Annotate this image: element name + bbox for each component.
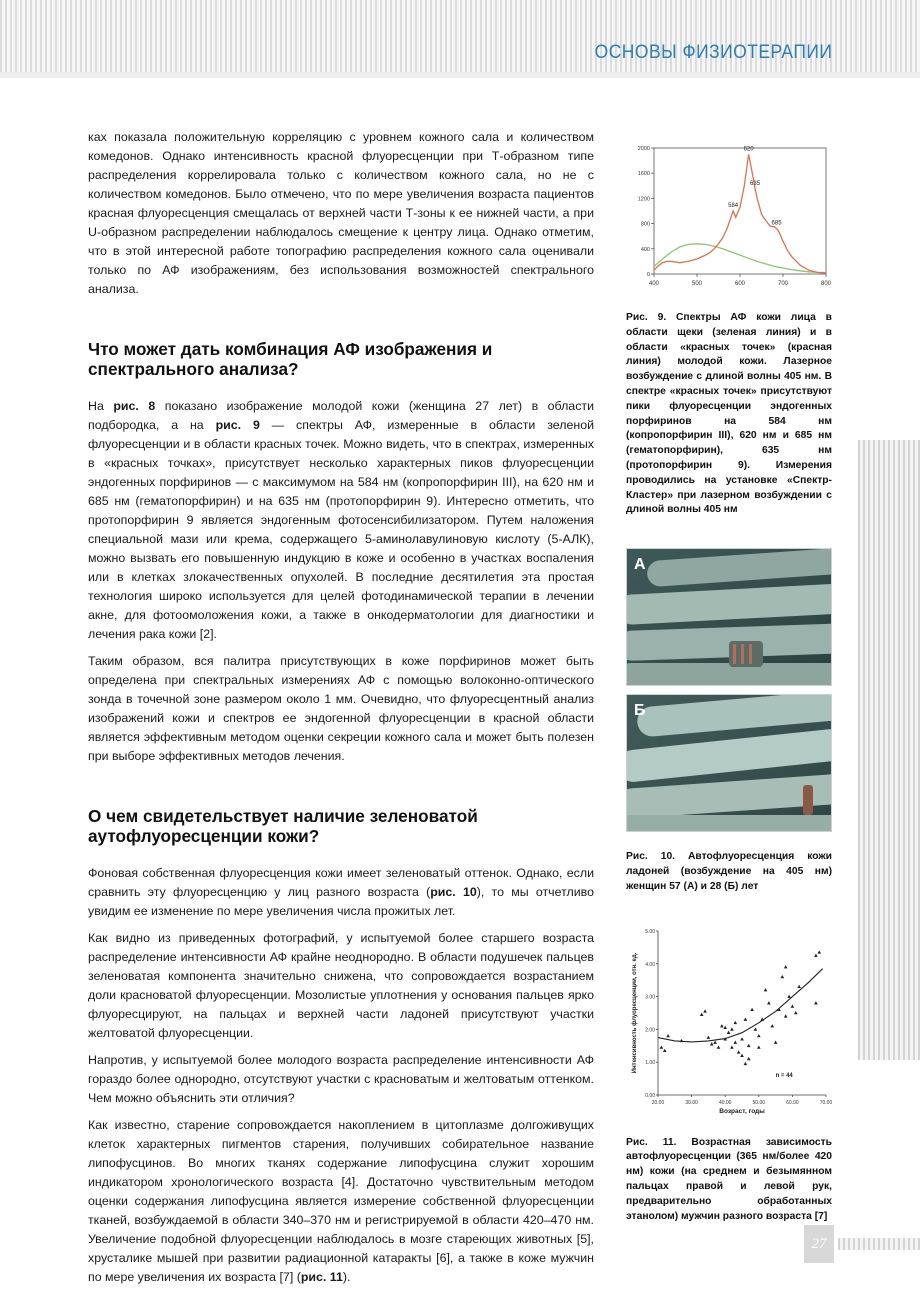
- paragraph-6: Напротив, у испытуемой более молодого возраста распределение интенсивности АФ гораздо более однородно, отсутствуют участки с красноватым и желтоватым оттенком. Чем можно объяснить эти отличия?: [88, 1053, 594, 1105]
- fig11-scatter-chart: [626, 923, 832, 1123]
- fig11-data-point: [703, 1009, 707, 1012]
- main-column: [88, 128, 594, 1287]
- fig11-data-point: [817, 950, 821, 953]
- page-number: 27: [804, 1225, 834, 1263]
- section-heading-2: О чем свидетельствует наличие зеленоватой аутофлуоресценции кожи?: [88, 806, 478, 846]
- fig11-fit-curve: [658, 968, 823, 1041]
- section-heading-1: Что может дать комбинация АФ изображения и спектрального анализа?: [88, 339, 493, 379]
- fig11-data-point: [784, 965, 788, 968]
- fig9-y-tick-label: 2000: [637, 146, 650, 152]
- edge-stripe-bottom: [838, 1238, 920, 1250]
- fig9-x-tick-label: 400: [648, 281, 660, 287]
- palm-image-a: [627, 549, 832, 686]
- fig9-caption: Рис. 9. Спектры АФ кожи лица в области щеки (зеленая линия) и в области «красных точек» (красная линия) молодой кожи. Лазерное возбуждение с длиной волны 405 нм. В спектре «красных точек» присутствуют пики флуоресценции эндогенных порфиринов на 584 нм (копропорфирин III), 620 нм и 685 нм (гематопорфирин), 635 нм (протопорфирин 9). Измерения проводились на установке «Спектр-Кластер» при лазерном возбуждении с длиной волны 405 нм: [626, 312, 832, 516]
- fig9-x-tick-label: 600: [734, 281, 746, 287]
- fig11-y-tick-label: 3.00: [645, 994, 655, 1001]
- fig11-data-point: [663, 1048, 667, 1051]
- fig11-data-point: [784, 1014, 788, 1017]
- fig11-data-point: [750, 1007, 754, 1010]
- fig11-x-tick-label: 20.00: [651, 1099, 665, 1106]
- fig9-y-tick-label: 1600: [637, 171, 650, 178]
- fig11-data-point: [754, 1027, 758, 1030]
- fig11-x-tick-label: 50.00: [752, 1099, 766, 1106]
- fig11-x-tick-label: 40.00: [718, 1099, 732, 1106]
- figure-ref-11: рис. 11: [300, 1270, 343, 1284]
- paragraph-3: Таким образом, вся палитра присутствующих в коже порфиринов может быть определена при спектральных измерениях АФ с помощью волоконно-оптического зонда в точечной зоне размером около 1 мм. Очевидно, что флуоресцентный анализ изображений кожи и спектров ее эндогенной флуоресценции в красной области является эффективным методом оценки секреции кожного сала и может быть полезен при выборе эффективных методов лечения.: [88, 654, 594, 763]
- fig9-x-tick-label: 700: [777, 281, 789, 287]
- fig11-data-point: [744, 1017, 748, 1020]
- fig9-spectrum-chart: [626, 140, 832, 292]
- fig9-peak-label: 620: [743, 146, 754, 153]
- fig11-data-point: [791, 1004, 795, 1007]
- fig11-x-tick-label: 60.00: [786, 1099, 799, 1106]
- fig11-y-tick-label: 5.00: [645, 928, 655, 935]
- fig9-y-tick-label: 800: [640, 221, 650, 228]
- fig11-data-point: [770, 1024, 774, 1027]
- fig11-data-point: [814, 1001, 818, 1004]
- fig11-data-point: [707, 1035, 711, 1038]
- fig11-data-point: [660, 1045, 664, 1048]
- fig11-data-point: [737, 1050, 741, 1053]
- journal-title: ОСНОВЫ ФИЗИОТЕРАПИИ: [594, 42, 832, 63]
- fig11-data-point: [797, 984, 801, 987]
- edge-stripe-top: [858, 440, 920, 1060]
- fig11-data-point: [717, 1045, 721, 1048]
- fig11-data-point: [814, 953, 818, 956]
- fig11-data-point: [740, 1053, 744, 1056]
- fig11-x-axis-label: Возраст, годы: [719, 1107, 765, 1115]
- fig11-data-point: [774, 1040, 778, 1043]
- fig11-data-point: [733, 1020, 737, 1023]
- fig11-data-point: [700, 1012, 704, 1015]
- figure-ref-9: рис. 9: [215, 418, 260, 432]
- fig10-caption: Рис. 10. Автофлуоресценция кожи ладоней (возбуждение на 405 нм) женщин 57 (А) и 28 (Б) лет: [626, 851, 832, 892]
- fig11-x-tick-label: 70.00: [819, 1099, 832, 1106]
- fig11-data-point: [727, 1030, 731, 1033]
- fig11-y-tick-label: 1.00: [645, 1059, 655, 1066]
- fig11-data-point: [730, 1027, 734, 1030]
- fig11-data-point: [733, 1040, 737, 1043]
- fig11-data-point: [767, 1001, 771, 1004]
- fig11-y-axis-label: Интенсивность флуоресценции, отн. ед.: [632, 952, 638, 1073]
- fig9-peak-label: 584: [728, 203, 739, 209]
- fig11-data-point: [666, 1034, 670, 1037]
- fig10-label-a: А: [634, 556, 646, 574]
- paragraph-1: ках показала положительную корреляцию с уровнем кожного сала и количеством комедонов. Однако интенсивность красной флуоресценции при Т-образном типе распределения коррелировала только с количеством кожного сала, но не с количеством комедонов. Было отмечено, что по мере увеличения возраста пациентов красная флуоресценция смещалась от верхней части Т-зоны к ее нижней части, а при U-образном распределении наблюдалось смещение к центру лица. Однако отметим, что в этой интересной работе топографию распределения кожного сала оценивали только по АФ изображениям, без использования возможностей спектрального анализа.: [88, 130, 594, 296]
- fig11-data-point: [764, 988, 768, 991]
- fig11-x-tick-label: 30.00: [685, 1099, 698, 1106]
- palm-image-b: [627, 695, 832, 832]
- fig11-data-point: [757, 1045, 761, 1048]
- fig9-y-tick-label: 1200: [637, 196, 650, 203]
- figure-ref-10: рис. 10: [430, 885, 477, 899]
- fig11-sample-size: n = 44: [775, 1072, 793, 1079]
- fig11-data-point: [747, 1056, 751, 1059]
- fig10-photo-b: [626, 694, 832, 832]
- fig11-data-point: [794, 1011, 798, 1014]
- paragraph-5: Как видно из приведенных фотографий, у испытуемой более старшего возраста распределение интенсивности АФ крайне неоднородно. В области подушечек пальцев зеленоватая компонента значительно снижена, что сопровождается возрастанием доли красноватой флуоресценции. Мозолистые уплотнения у основания пальцев ярко флуоресцируют, на пальцах и верхней части ладоней присутствуют участки желтоватой флуоресценции.: [88, 931, 594, 1040]
- paragraph-2: На рис. 8 показано изображение молодой кожи (женщина 27 лет) в области подбородка, а на рис. 9 — спектры АФ, измеренные в области зеленой флуоресценции и в области красных точек. Можно видеть, что в спектрах, измеренных в «красных точках», присутствует несколько характерных пиков флуоресценции эндогенных порфиринов — с максимумом на 584 нм (копропорфирин III), на 620 нм и 685 нм (гематопорфирин) и на 635 нм (протопорфирин 9). Интересно отметить, что протопорфирин 9 является эндогенным фотосенсибилизатором. Путем наложения специальной мази или крема, содержащего 5-аминолавулиновую кислоту (5-АЛК), можно вызвать его повышенную индукцию в коже и особенно в участках воспаления или в клетках злокачественных опухолей. В последние десятилетия эта простая технология широко используется для целей фотодинамической терапии в лечении акне, для фотоомоложения кожи, а также в онкодерматологии для диагностики и лечения рака кожи [2].: [88, 399, 595, 641]
- fig11-data-point: [710, 1042, 714, 1045]
- fig11-caption: Рис. 11. Возрастная зависимость автофлуоресценции (365 нм/более 420 нм) кожи (на среднем и безымянном пальцах правой и левой рук, предварительно обработанных этанолом) мужчин разного возраста [7]: [626, 1136, 832, 1222]
- fig11-data-point: [757, 1034, 761, 1037]
- fig11-data-point: [680, 1038, 684, 1041]
- paragraph-4: Фоновая собственная флуоресценция кожи имеет зеленоватый оттенок. Однако, если сравнить эту флуоресценцию у лиц разного возраста (рис. 10), то мы отчетливо увидим ее изменение по мере увеличения числа прожитых лет.: [88, 866, 594, 918]
- fig11-y-tick-label: 2.00: [645, 1026, 655, 1033]
- fig9-x-tick-label: 800: [820, 281, 832, 287]
- fig11-data-point: [713, 1040, 717, 1043]
- fig9-series-line-1: [654, 244, 826, 273]
- figure-column: [626, 140, 832, 1224]
- fig11-data-point: [740, 1037, 744, 1040]
- paragraph-7: Как известно, старение сопровождается накоплением в цитоплазме долгоживущих клеток характерных пигментов старения, получивших собирательное название липофусцинов. Во многих тканях содержание липофусцина служит хорошим индикатором хронологического возраста [4]. Достаточно чувствительным методом оценки содержания липофусцина является измерение собственной флуоресценции тканей, возбуждаемой в области 340–370 нм и регистрируемой в области 420–470 нм. Увеличение подобной флуоресценции наблюдалось в мозге стареющих животных [5], хрусталике мышей при развитии радиационной катаракты [6], а также в коже мужчин по мере увеличения их возраста [7] (рис. 11).: [88, 1118, 594, 1284]
- fig11-data-point: [747, 1043, 751, 1046]
- fig10-label-b: Б: [634, 702, 646, 720]
- fig10-photo-a: [626, 548, 832, 686]
- fig9-y-tick-label: 0: [646, 272, 650, 278]
- fig11-y-tick-label: 0.00: [645, 1092, 655, 1099]
- fig9-peak-label: 685: [771, 220, 782, 227]
- header-band: [0, 0, 920, 78]
- fig11-data-point: [720, 1024, 724, 1027]
- fig11-data-point: [787, 994, 791, 997]
- fig11-y-tick-label: 4.00: [645, 961, 655, 968]
- fig9-y-tick-label: 400: [640, 246, 650, 253]
- fig11-data-point: [744, 1061, 748, 1064]
- figure-ref-8: рис. 8: [113, 399, 156, 413]
- fig11-data-point: [781, 974, 785, 977]
- fig11-data-point: [723, 1025, 727, 1028]
- fig11-data-point: [730, 1045, 734, 1048]
- fig9-peak-label: 635: [750, 180, 761, 187]
- fig9-x-tick-label: 500: [691, 281, 703, 287]
